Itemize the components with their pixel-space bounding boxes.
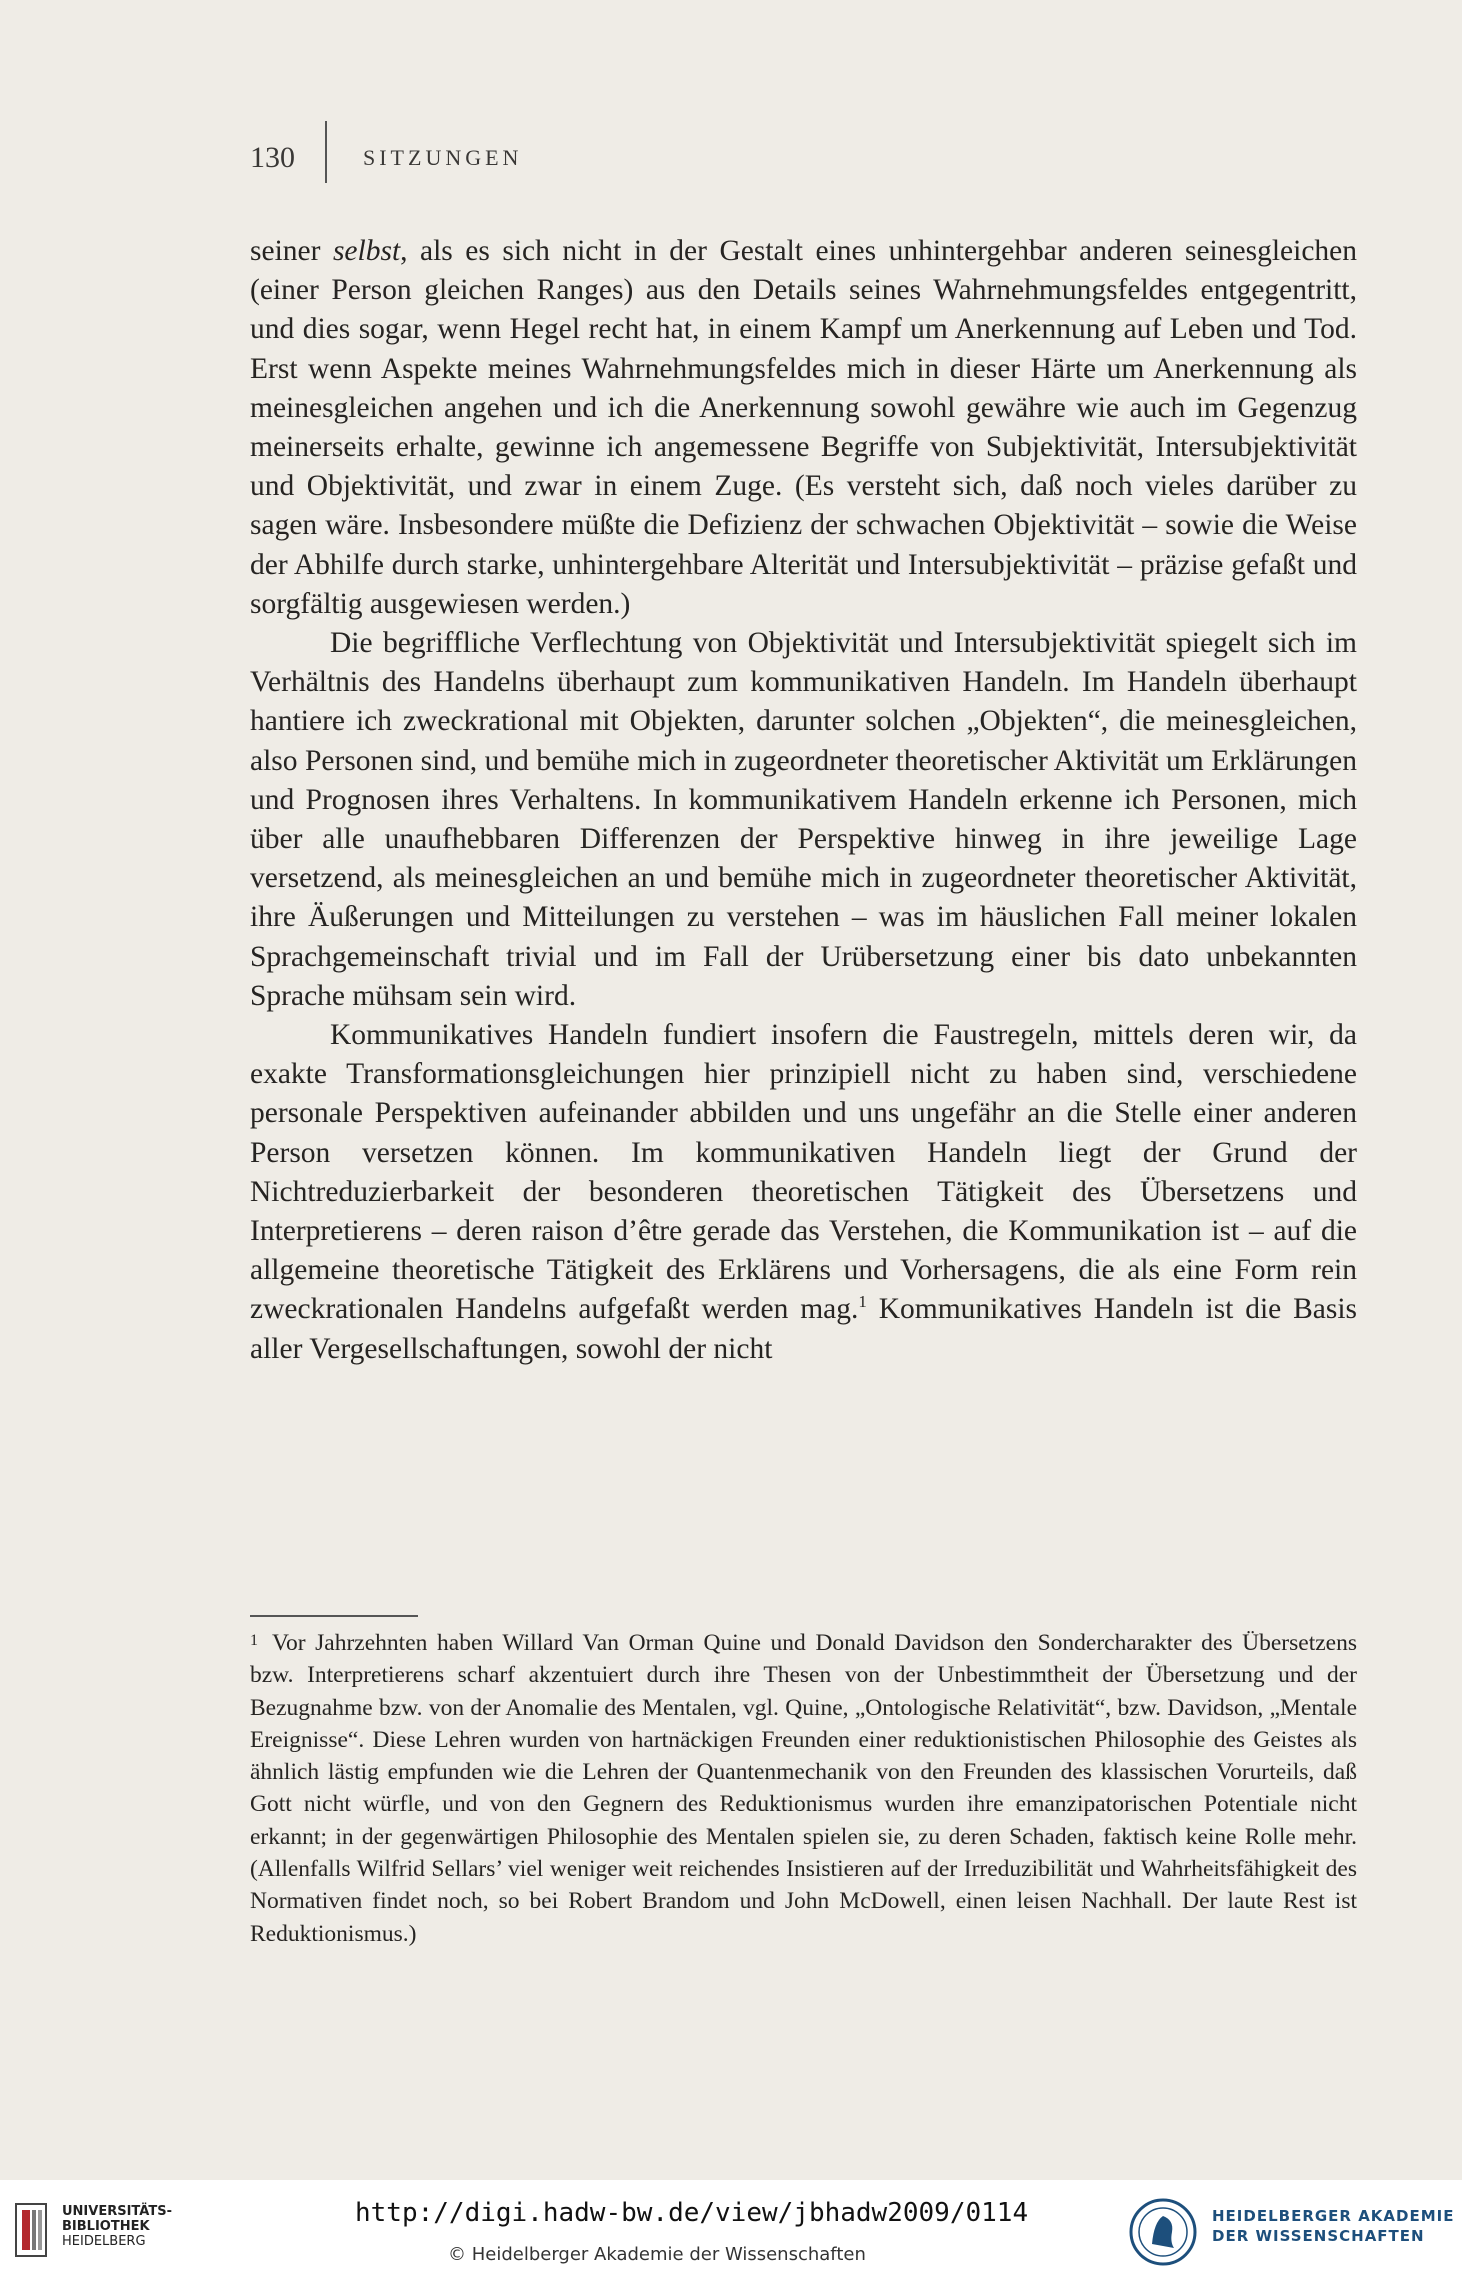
footnote (250, 1627, 1357, 1950)
permalink-url[interactable]: http://digi.hadw-bw.de/view/jbhadw2009/0114 (355, 2198, 1029, 2228)
main-text (250, 232, 1357, 1369)
footnote-text: Vor Jahrzehnten haben Willard Van Orman Quine und Donald Davidson den Sondercharakter des Übersetzens bzw. Interpretierens scharf akzentuiert durch ihre Thesen von der Unbestimmtheit der Übersetzung und der Bezugnahme bzw. von der Anomalie des Mentalen, vgl. Quine, „Ontologische Relativität“, bzw. Davidson, „Mentale Ereignisse“. Diese Lehren wurden von hartnäckigen Freunden einer reduktionistischen Philosophie des Geistes als ähnlich lästig empfunden wie die Lehren der Quantenmechanik von den Freunden des klassischen Vorurteils, daß Gott nicht würfle, und von den Gegnern des Reduktionismus wurden ihre emanzipatorischen Potentiale nicht erkannt; in der gegenwärtigen Philosophie des Mentalen spielen sie, zu deren Schaden, faktisch keine Rolle mehr. (Allenfalls Wilfrid Sellars’ viel weniger weit reichendes Insistieren auf der Irreduzibilität und Wahrheitsfähigkeit des Normativen findet noch, so bei Robert Brandom und John McDowell, einen leisen Nachhall. Der laute Rest ist Reduktionismus.) (250, 1630, 1357, 1947)
academy-line-2: DER WISSENSCHAFTEN (1212, 2227, 1425, 2245)
footnote-number: 1 (250, 1632, 258, 1649)
footnote-divider (250, 1615, 418, 1617)
library-name (62, 2204, 172, 2249)
academy-name (1212, 2206, 1455, 2246)
page-number: 130 (250, 141, 295, 174)
paragraph-3 (250, 1016, 1357, 1369)
library-line-2: BIBLIOTHEK (62, 2219, 150, 2234)
academy-line-1: HEIDELBERGER AKADEMIE (1212, 2207, 1455, 2225)
footnote-reference[interactable]: 1 (858, 1292, 867, 1312)
academy-seal-icon (1128, 2192, 1198, 2272)
italic-word: selbst (332, 235, 401, 267)
library-line-3: HEIDELBERG (62, 2234, 146, 2249)
running-title: SITZUNGEN (363, 145, 523, 170)
paragraph-3-start: Kommunikatives Handeln fundiert insofern die Faustregeln, mittels deren wir, da exakte Transformationsgleichungen hier prinzipiell nicht zu haben sind, verschiedene personale Perspektiven aufeinander abbilden und uns ungefähr an die Stelle einer anderen Person versetzen können. Im kommunikativen Handeln liegt der Grund der Nichtreduzierbarkeit der besonderen theoretischen Tätigkeit des Übersetzens und Interpretierens – deren raison d’être gerade das Verstehen, die Kommunikation ist – auf die allgemeine theoretische Tätigkeit des Erklärens und Vorhersagens, die als eine Form rein zweckrationalen Handelns aufgefaßt werden mag. (250, 1019, 1357, 1326)
paragraph-1-rest: , als es sich nicht in der Gestalt eines unhintergehbar anderen seinesgleichen (einer Person gleichen Ranges) aus den Details seines Wahrnehmungsfeldes entgegentritt, und dies sogar, wenn Hegel recht hat, in einem Kampf um Anerkennung auf Leben und Tod. Erst wenn Aspekte meines Wahrnehmungsfeldes mich in dieser Härte um Anerkennung als meinesgleichen angehen und ich die Anerkennung sowohl gewähre wie auch im Gegenzug meinerseits erhalte, gewinne ich angemessene Begriffe von Subjektivität, Intersubjektivität und Objektivität, und zwar in einem Zuge. (Es versteht sich, daß noch vieles darüber zu sagen wäre. Insbesondere müßte die Defizienz der schwachen Objektivität – sowie die Weise der Abhilfe durch starke, unhintergehbare Alterität und Intersubjektivität – präzise gefaßt und sorgfältig ausgewiesen werden.) (250, 235, 1358, 620)
header-divider (325, 121, 327, 183)
paragraph-1-start: seiner (250, 235, 333, 267)
paragraph-1 (250, 232, 1357, 624)
page-footer (0, 2180, 1462, 2285)
paragraph-2: Die begriffliche Verflechtung von Objektivität und Intersubjektivität spiegelt sich im Verhältnis des Handelns überhaupt zum kommunikativen Handeln. Im Handeln überhaupt hantiere ich zweckrational mit Objekten, darunter solchen „Objekten“, die meinesgleichen, also Personen sind, und bemühe mich in zugeordneter theoretischer Aktivität um Erklärungen und Prognosen ihres Verhaltens. In kommunikativem Handeln erkenne ich Personen, mich über alle unaufhebbaren Differenzen der Perspektive hinweg in ihre jeweilige Lage versetzend, als meinesgleichen an und bemühe mich in zugeordneter theoretischer Aktivität, ihre Äußerungen und Mitteilungen zu verstehen – was im häuslichen Fall meiner lokalen Sprachgemeinschaft trivial und im Fall der Urübersetzung einer bis dato unbekannten Sprache mühsam sein wird. (250, 627, 1357, 1012)
library-logo-icon (14, 2202, 54, 2260)
page-header (250, 138, 522, 178)
copyright-notice: © Heidelberger Akademie der Wissenschaften (448, 2244, 866, 2265)
paragraph-3-rest: Kommunikatives Handeln ist die Basis aller Vergesellschaftungen, sowohl der nicht (250, 1293, 1357, 1365)
library-line-1: UNIVERSITÄTS- (62, 2204, 172, 2219)
